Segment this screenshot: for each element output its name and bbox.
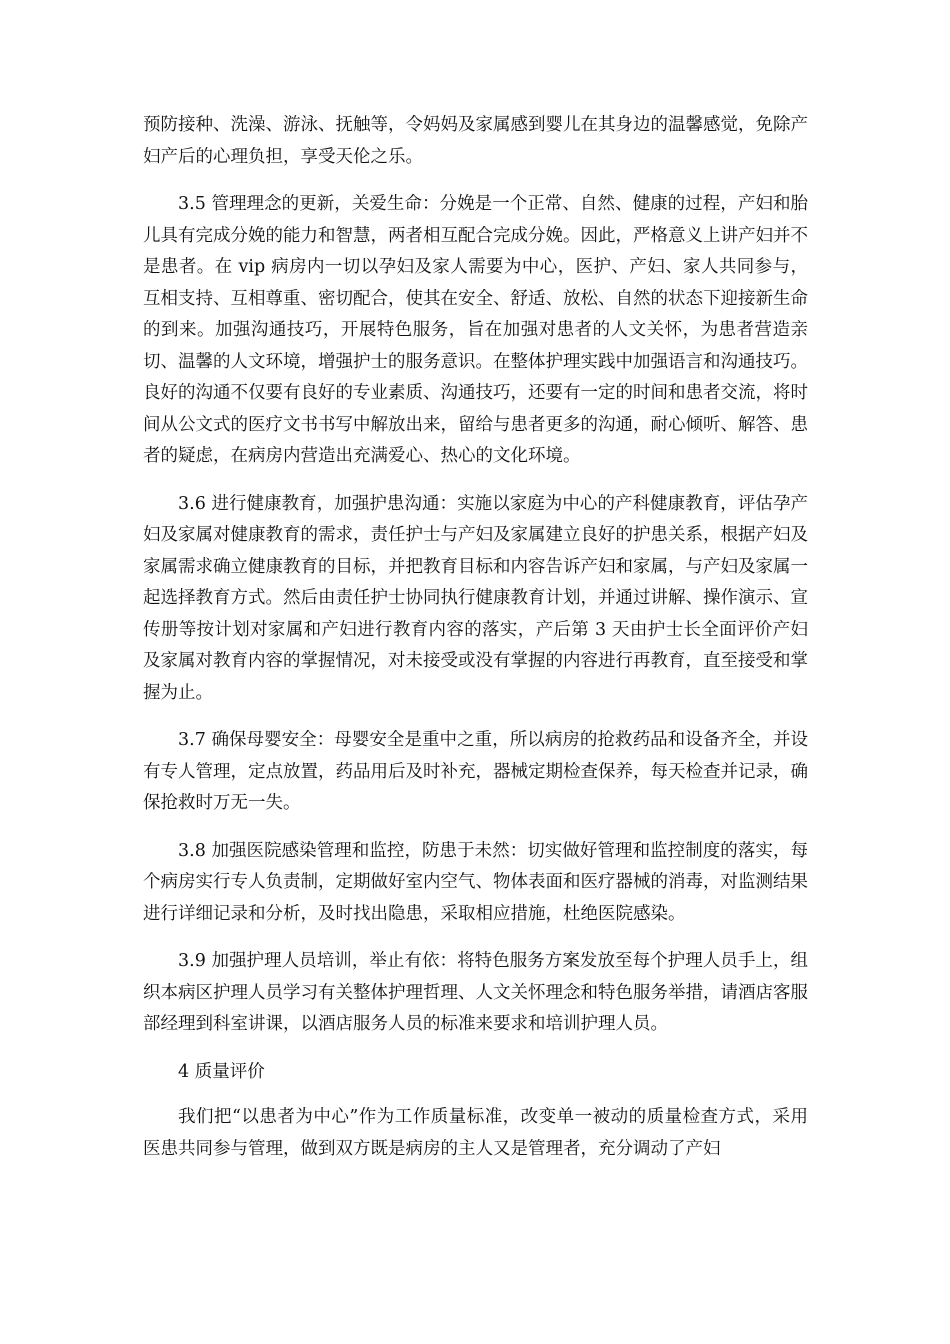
paragraph-3-5: 3.5 管理理念的更新，关爱生命：分娩是一个正常、自然、健康的过程，产妇和胎儿具有完成分娩的能力和智慧，两者相互配合完成分娩。因此，严格意义上讲产妇并不是患者。在 vip 病房内一切以孕妇及家人需要为中心，医护、产妇、家人共同参与，互相支持、互相尊重、密切配合，使其在安全、舒适、放松、自然的状态下迎接新生命的到来。加强沟通技巧，开展特色服务，旨在加强对患者的人文关怀，为患者营造亲切、温馨的人文环境，增强护士的服务意识。在整体护理实践中加强语言和沟通技巧。良好的沟通不仅要有良好的专业素质、沟通技巧，还要有一定的时间和患者交流，将时间从公文式的医疗文书书写中解放出来，留给与患者更多的沟通，耐心倾听、解答、患者的疑虑，在病房内营造出充满爱心、热心的文化环境。 [143,194,808,466]
paragraph-continuation: 预防接种、洗澡、游泳、抚触等，令妈妈及家属感到婴儿在其身边的温馨感觉，免除产妇产后的心理负担，享受天伦之乐。 [143,115,808,167]
paragraph-3-8: 3.8 加强医院感染管理和监控，防患于未然：切实做好管理和监控制度的落实，每个病房实行专人负责制，定期做好室内空气、物体表面和医疗器械的消毒，对监测结果进行详细记录和分析，及时找出隐患，采取相应措施，杜绝医院感染。 [143,840,808,924]
paragraph-3-6: 3.6 进行健康教育，加强护患沟通：实施以家庭为中心的产科健康教育，评估孕产妇及家属对健康教育的需求，责任护士与产妇及家属建立良好的护患关系，根据产妇及家属需求确立健康教育的目标，并把教育目标和内容告诉产妇和家属，与产妇及家属一起选择教育方式。然后由责任护士协同执行健康教育计划，并通过讲解、操作演示、宣传册等按计划对家属和产妇进行教育内容的落实，产后第 3 天由护士长全面评价产妇及家属对教育内容的掌握情况，对未接受或没有掌握的内容进行再教育，直至接受和掌握为止。 [143,493,808,703]
section-heading-quality-evaluation: 4 质量评价 [178,1061,265,1082]
document-body [143,110,808,1181]
paragraph-3-7: 3.7 确保母婴安全：母婴安全是重中之重，所以病房的抢救药品和设备齐全，并设有专人管理，定点放置，药品用后及时补充，器械定期检查保养，每天检查并记录，确保抢救时万无一失。 [143,730,808,813]
paragraph-3-9: 3.9 加强护理人员培训，举止有依：将特色服务方案发放至每个护理人员手上，组织本病区护理人员学习有关整体护理哲理、人文关怀理念和特色服务举措，请酒店客服部经理到科室讲课，以酒店服务人员的标准来要求和培训护理人员。 [143,951,808,1034]
paragraph-quality-evaluation: 我们把“以患者为中心”作为工作质量标准，改变单一被动的质量检查方式，采用医患共同参与管理，做到双方既是病房的主人又是管理者，充分调动了产妇 [143,1107,808,1159]
